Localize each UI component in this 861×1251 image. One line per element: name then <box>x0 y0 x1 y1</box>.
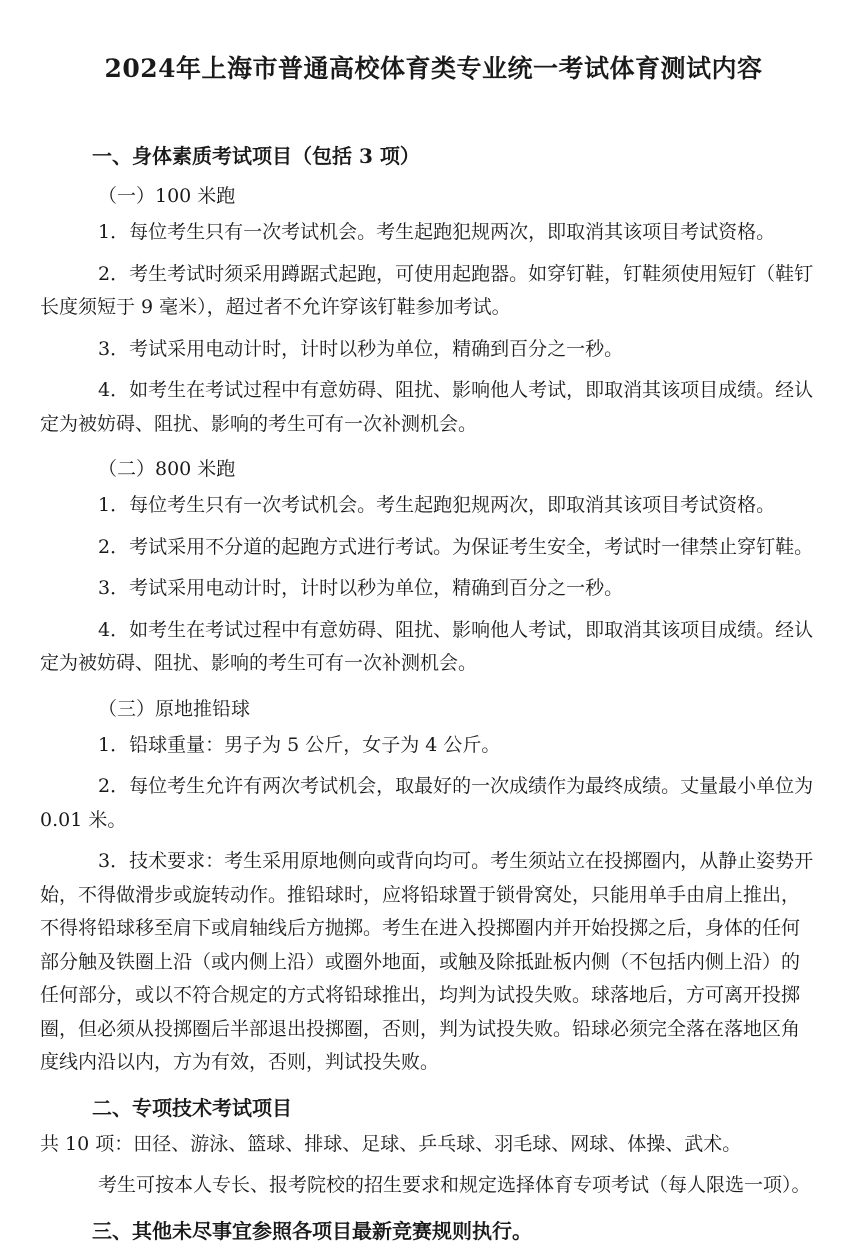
rule-shotput-1: 1．铅球重量：男子为 5 公斤，女子为 4 公斤。 <box>98 733 501 756</box>
rule-100m-2: 2．考生考试时须采用蹲踞式起跑，可使用起跑器。如穿钉鞋，钉鞋须使用短钉（鞋钉长度须短于 9 毫米），超过者不允许穿该钉鞋参加考试。 <box>40 262 814 318</box>
subsection-800m-heading: （二）800 米跑 <box>98 458 236 480</box>
section-1-heading: 一、身体素质考试项目（包括 3 项） <box>92 144 420 168</box>
document-title: 2024年上海市普通高校体育类专业统一考试体育测试内容 <box>104 54 763 83</box>
section-2-heading: 二、专项技术考试项目 <box>92 1095 292 1120</box>
rule-800m-2: 2．考试采用不分道的起跑方式进行考试。为保证考生安全，考试时一律禁止穿钉鞋。 <box>98 535 814 558</box>
rule-800m-1: 1．每位考生只有一次考试机会。考生起跑犯规两次，即取消其该项目考试资格。 <box>98 494 776 516</box>
rule-shotput-2: 2．每位考生允许有两次考试机会，取最好的一次成绩作为最终成绩。丈量最小单位为 0.01 米。 <box>40 775 814 831</box>
special-events-list: 共 10 项：田径、游泳、篮球、排球、足球、乒乓球、羽毛球、网球、体操、武术。 <box>40 1132 742 1155</box>
rule-shotput-3: 3．技术要求：考生采用原地侧向或背向均可。考生须站立在投掷圈内，从静止姿势开始，不得做滑步或旋转动作。推铅球时，应将铅球置于锁骨窝处，只能用单手由肩上推出，不得将铅球移至肩下或肩轴线后方抛掷。考生在进入投掷圈内并开始投掷之后，身体的任何部分触及铁圈上沿（或内侧上沿）或圈外地面，或触及除抵趾板内侧（不包括内侧上沿）的任何部分，或以不符合规定的方式将铅球推出，均判为试投失败。球落地后，方可离开投掷圈，但必须从投掷圈后半部退出投掷圈，否则，判为试投失败。铅球必须完全落在落地区角度线内沿以内，方为有效，否则，判试投失败。 <box>40 850 814 1073</box>
rule-800m-3: 3．考试采用电动计时，计时以秒为单位，精确到百分之一秒。 <box>98 577 624 599</box>
subsection-100m-heading: （一）100 米跑 <box>98 185 236 207</box>
special-events-note: 考生可按本人专长、报考院校的招生要求和规定选择体育专项考试（每人限选一项）。 <box>98 1174 811 1196</box>
rule-100m-1: 1．每位考生只有一次考试机会。考生起跑犯规两次，即取消其该项目考试资格。 <box>98 221 776 243</box>
rule-100m-4: 4．如考生在考试过程中有意妨碍、阻扰、影响他人考试，即取消其该项目成绩。经认定为被妨碍、阻扰、影响的考生可有一次补测机会。 <box>40 379 814 435</box>
section-3-heading: 三、其他未尽事宜参照各项目最新竞赛规则执行。 <box>92 1218 532 1243</box>
subsection-shotput-heading: （三）原地推铅球 <box>98 697 251 720</box>
rule-800m-4: 4．如考生在考试过程中有意妨碍、阻扰、影响他人考试，即取消其该项目成绩。经认定为被妨碍、阻扰、影响的考生可有一次补测机会。 <box>40 618 814 674</box>
rule-100m-3: 3．考试采用电动计时，计时以秒为单位，精确到百分之一秒。 <box>98 337 624 360</box>
